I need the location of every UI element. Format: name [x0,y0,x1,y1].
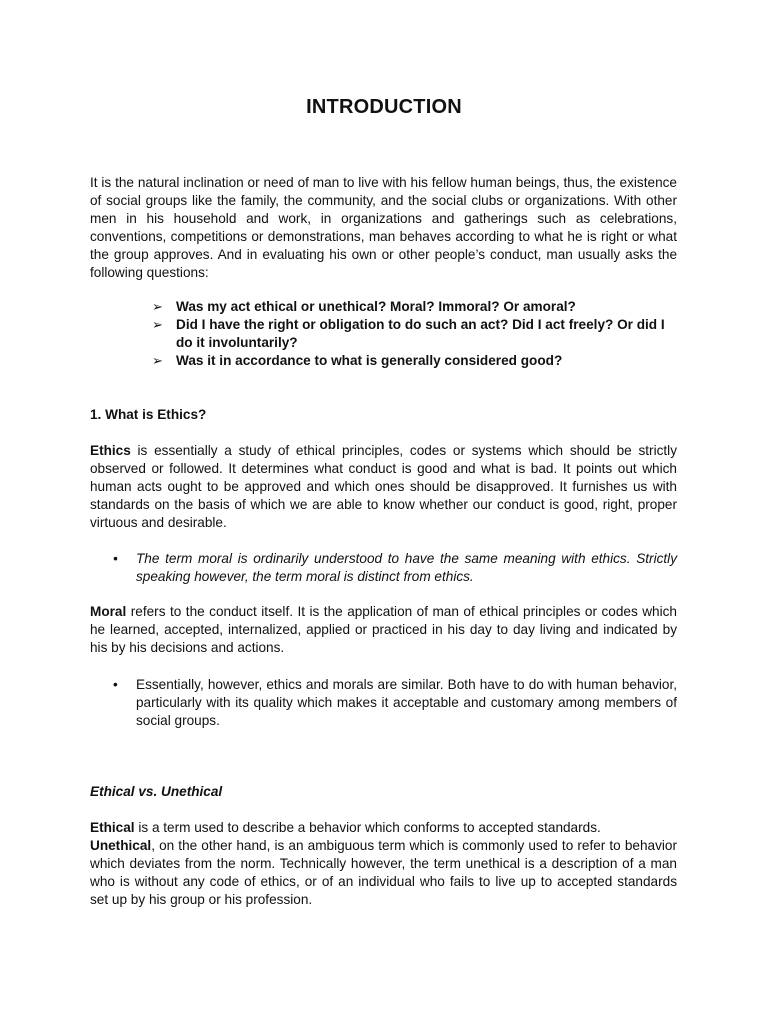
question-list [152,298,682,370]
arrow-bullet-icon: ➢ [152,317,163,332]
list-item [152,352,682,370]
question-text: Was it in accordance to what is generally considered good? [176,353,563,368]
ethical-term: Ethical [90,820,135,835]
moral-definition: refers to the conduct itself. It is the application of man of ethical principles or codes which he learned, accepted, internalized, applied or practiced in his day to day living and indicated by his by his decisions and actions. [90,604,677,655]
list-item [152,316,682,352]
ethics-definition: is essentially a study of ethical principles, codes or systems which should be strictly observed or followed. It determines what conduct is good and what is bad. It points out which human acts ought to be approved and which ones should be disapproved. It furnishes us with standards on the basis of which we are able to know whether our conduct is good, right, proper virtuous and desirable. [90,443,677,530]
section-heading-what-is-ethics: 1. What is Ethics? [90,407,207,422]
bullet-item-ethics-morals [113,676,677,730]
bullet-text: Essentially, however, ethics and morals are similar. Both have to do with human behavior, particularly with its quality which makes it acceptable and customary among members of social groups. [136,677,677,728]
bullet-item-moral-note [113,550,677,586]
ethical-definition: is a term used to describe a behavior which conforms to accepted standards. [134,820,601,835]
ethical-paragraph [90,819,677,909]
moral-paragraph [90,603,677,657]
moral-term: Moral [90,604,127,619]
question-text: Did I have the right or obligation to do such an act? Did I act freely? Or did I do it involuntarily? [176,317,665,350]
arrow-bullet-icon: ➢ [152,353,163,368]
question-text: Was my act ethical or unethical? Moral? Immoral? Or amoral? [176,299,576,314]
page-title: INTRODUCTION [306,96,462,118]
unethical-term: Unethical [90,838,152,853]
unethical-definition: , on the other hand, is an ambiguous term which is commonly used to refer to behavior which deviates from the norm. Technically however, the term unethical is a description of a man who is without any code of ethics, or of an individual who fails to live up to accepted standards set up by his group or his profession. [90,838,677,907]
list-item [152,298,682,316]
ethics-paragraph [90,442,677,532]
intro-paragraph: It is the natural inclination or need of man to live with his fellow human beings, thus, the existence of social groups like the family, the community, and the social clubs or organizations. With other men in his household and work, in organizations and gatherings such as celebrations, conventions, competitions or demonstrations, man behaves according to what he is right or what the group approves. And in evaluating his own or other people’s conduct, man usually asks the following questions: [90,175,677,280]
bullet-text: The term moral is ordinarily understood to have the same meaning with ethics. Strictly speaking however, the term moral is distinct from ethics. [136,551,677,584]
ethics-term: Ethics [90,443,131,458]
section-heading-ethical-vs-unethical: Ethical vs. Unethical [90,784,223,799]
bullet-icon: • [113,551,118,566]
arrow-bullet-icon: ➢ [152,299,163,314]
bullet-icon: • [113,677,118,692]
